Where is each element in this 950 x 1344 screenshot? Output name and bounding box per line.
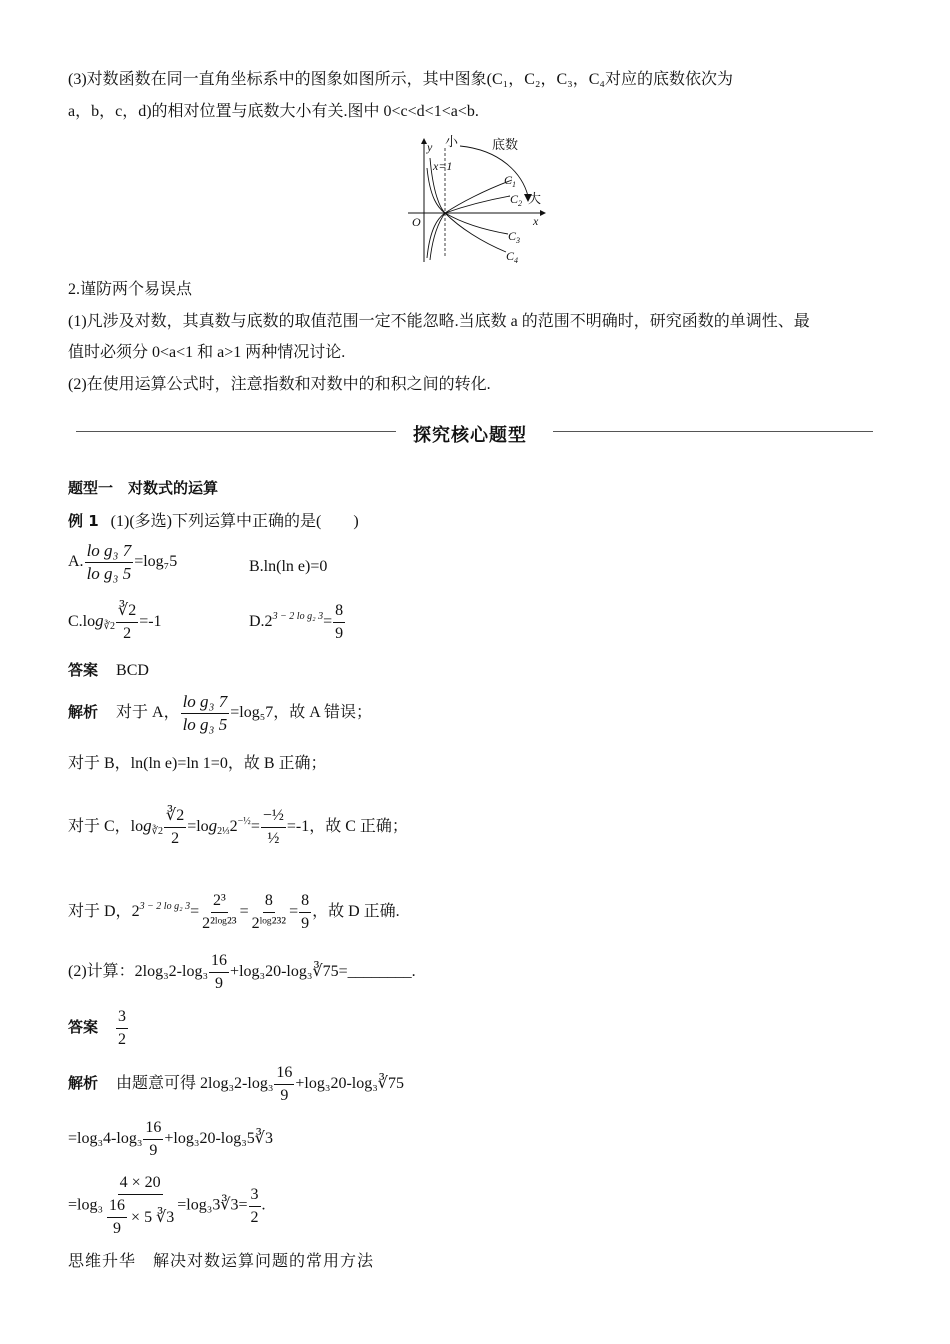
answer-1 bbox=[68, 659, 149, 682]
analysis-2-l2-prefix: =log₃4-log₃ bbox=[68, 1130, 143, 1148]
analysis-2-l2-fraction bbox=[143, 1117, 163, 1162]
analysis-2-l3-result bbox=[249, 1184, 261, 1229]
label-c2: $C_2$ bbox=[510, 192, 523, 208]
option-a bbox=[68, 540, 177, 585]
analysis-2-l1-num: 16 bbox=[274, 1062, 294, 1085]
analysis-c-fnum: −½ bbox=[261, 805, 286, 828]
analysis-c-fraction-2 bbox=[261, 805, 286, 850]
analysis-c-exp: −½ bbox=[237, 816, 251, 828]
analysis-d-eq3: = bbox=[289, 903, 299, 921]
question-2-fraction bbox=[209, 950, 229, 995]
option-b: B.ln(ln e)=0 bbox=[249, 558, 328, 575]
analysis-c-base: ∛2 bbox=[151, 826, 163, 838]
example-label: 例 1 bbox=[68, 512, 99, 530]
thinking-title: 思维升华 解决对数运算问题的常用方法 bbox=[68, 1253, 375, 1270]
analysis-2-line-2 bbox=[68, 1117, 273, 1162]
question-2-den: 9 bbox=[215, 975, 224, 992]
analysis-d-f3den: 9 bbox=[301, 915, 310, 932]
analysis-d-f2den: 2ˡᵒᵍ²³² bbox=[251, 915, 287, 932]
label-x: x bbox=[533, 214, 539, 228]
option-c bbox=[68, 600, 162, 645]
analysis-d-tail: ，故 D 正确. bbox=[312, 903, 400, 921]
question-2-num: 16 bbox=[209, 950, 229, 973]
analysis-c-g: g bbox=[143, 816, 152, 836]
analysis-a-prefix: 对于 A， bbox=[116, 704, 180, 722]
option-d-fraction bbox=[333, 600, 345, 645]
option-d-label: D.2 bbox=[249, 613, 273, 631]
option-c-g: g bbox=[95, 611, 104, 631]
option-a-label: A. bbox=[68, 553, 84, 571]
analysis-2-l2-num: 16 bbox=[143, 1117, 163, 1140]
type-1-title: 题型一 对数式的运算 bbox=[68, 479, 219, 497]
answer-value: BCD bbox=[116, 662, 149, 679]
analysis-2-l3-fraction bbox=[104, 1172, 176, 1240]
analysis-2-line-3 bbox=[68, 1172, 266, 1240]
analysis-c-fraction bbox=[164, 805, 186, 850]
analysis-d bbox=[68, 890, 400, 935]
log-curves-figure bbox=[400, 128, 560, 268]
label-small: 小 bbox=[445, 135, 459, 150]
analysis-d-fraction-1 bbox=[200, 890, 238, 935]
analysis-2-l3-rden: 2 bbox=[250, 1208, 259, 1226]
answer-2-label: 答案 bbox=[68, 1018, 99, 1037]
analysis-c-prefix: 对于 C，lo bbox=[68, 818, 144, 836]
question-2-prefix: (2)计算：2log₃2-log₃ bbox=[68, 963, 209, 981]
option-c-den: 2 bbox=[123, 625, 132, 642]
intro-line-1: (3)对数函数在同一直角坐标系中的图象如图所示，其中图象(C₁，C₂，C₃，C₄对应的底数依次为 bbox=[68, 71, 733, 88]
answer-2 bbox=[68, 1006, 129, 1051]
analysis-a bbox=[68, 691, 372, 736]
label-y: y bbox=[427, 140, 433, 154]
analysis-d-fraction-3 bbox=[299, 890, 311, 935]
label-c1: $C_1$ bbox=[504, 173, 517, 189]
x-axis-arrow-icon bbox=[540, 210, 546, 216]
analysis-a-fraction bbox=[181, 691, 230, 736]
curve-c1 bbox=[427, 180, 512, 258]
pitfall-1b: 值时必须分 0<a<1 和 a>1 两种情况讨论. bbox=[68, 344, 346, 361]
analysis-d-eq1: = bbox=[190, 903, 200, 921]
pitfalls-title: 2.谨防两个易误点 bbox=[68, 281, 193, 298]
analysis-c-num: ∛2 bbox=[164, 805, 186, 828]
answer-2-den: 2 bbox=[118, 1031, 127, 1048]
analysis-a-den: lo g₃ 5 bbox=[182, 715, 228, 734]
analysis-d-prefix: 对于 D， bbox=[68, 903, 132, 921]
analysis-2-l3-end: . bbox=[261, 1196, 266, 1214]
question-2-tail: +log₃20-log₃∛75=________. bbox=[230, 963, 416, 981]
analysis-d-exp: 3 − 2 lo g₂ 3 bbox=[139, 901, 191, 913]
analysis-2-l2-den: 9 bbox=[149, 1142, 158, 1159]
option-c-fraction bbox=[116, 600, 138, 645]
option-a-fraction bbox=[85, 540, 134, 585]
analysis-2-l2-tail: +log₃20-log₃5∛3 bbox=[164, 1130, 273, 1148]
option-d-exponent: 3 − 2 lo g₂ 3 bbox=[272, 611, 324, 623]
analysis-a-num: lo g₃ 7 bbox=[181, 691, 230, 714]
analysis-2-l1-tail: +log₃20-log₃∛75 bbox=[295, 1075, 404, 1093]
option-d-eq: = bbox=[323, 613, 333, 631]
analysis-b: 对于 B，ln(ln e)=ln 1=0，故 B 正确； bbox=[68, 755, 327, 772]
analysis-2-l1-den: 9 bbox=[280, 1087, 289, 1104]
analysis-c-base2: 2⅓ bbox=[217, 826, 230, 838]
option-c-tail: =-1 bbox=[139, 613, 162, 631]
analysis-c-two: 2 bbox=[229, 818, 238, 836]
analysis-c-mid: =lo bbox=[187, 818, 209, 836]
label-c4: $C_4$ bbox=[506, 249, 519, 265]
label-large: 大 bbox=[528, 192, 542, 207]
analysis-c-fden: ½ bbox=[267, 830, 280, 847]
option-d bbox=[249, 600, 346, 645]
analysis-c-den: 2 bbox=[171, 830, 180, 847]
section-title: 探究核心题型 bbox=[413, 425, 527, 446]
option-c-label: C.lo bbox=[68, 613, 96, 631]
option-a-num: lo g₃ 7 bbox=[85, 540, 134, 563]
analysis-2-l3-inner-fraction bbox=[107, 1195, 127, 1240]
answer-label: 答案 bbox=[68, 661, 99, 679]
curve-c2 bbox=[430, 196, 510, 260]
analysis-2-line-1 bbox=[68, 1062, 404, 1107]
analysis-2-l1-fraction bbox=[274, 1062, 294, 1107]
label-origin: O bbox=[412, 215, 421, 229]
analysis-c-eq: = bbox=[250, 818, 260, 836]
analysis-2-label: 解析 bbox=[68, 1074, 99, 1093]
analysis-2-l1-prefix: 由题意可得 2log₃2-log₃ bbox=[116, 1075, 274, 1093]
analysis-2-l3-den bbox=[104, 1195, 176, 1240]
analysis-2-l3-den-b: 9 bbox=[113, 1220, 122, 1237]
intro-line-2: a，b，c，d)的相对位置与底数大小有关.图中 0<c<d<1<a<b. bbox=[68, 103, 479, 120]
option-d-den: 9 bbox=[335, 625, 344, 642]
analysis-d-fraction-2 bbox=[250, 890, 288, 935]
label-c3: $C_3$ bbox=[508, 229, 521, 245]
analysis-d-two: 2 bbox=[131, 903, 140, 921]
base-order-arc bbox=[460, 146, 528, 196]
analysis-d-f1num: 2³ bbox=[211, 890, 228, 913]
analysis-c-g2: g bbox=[208, 816, 218, 836]
question-text: (1)(多选)下列运算中正确的是( ) bbox=[110, 513, 359, 530]
pitfall-1a: (1)凡涉及对数，其真数与底数的取值范围一定不能忽略.当底数 a 的范围不明确时，研究函数的单调性、最 bbox=[68, 313, 810, 330]
analysis-2-l3-num: 4 × 20 bbox=[118, 1172, 163, 1195]
analysis-c-tail: =-1，故 C 正确； bbox=[286, 818, 408, 836]
answer-2-fraction bbox=[116, 1006, 128, 1051]
question-2 bbox=[68, 950, 416, 995]
option-d-num: 8 bbox=[333, 600, 345, 623]
pitfall-2: (2)在使用运算公式时，注意指数和对数中的和积之间的转化. bbox=[68, 376, 491, 393]
analysis-label: 解析 bbox=[68, 703, 99, 722]
analysis-d-f1den: 2²ˡᵒᵍ²³ bbox=[202, 915, 237, 932]
label-x-equals-1: x=1 bbox=[433, 159, 453, 173]
analysis-c bbox=[68, 805, 408, 850]
section-rule-left bbox=[76, 431, 396, 432]
analysis-d-f3num: 8 bbox=[299, 890, 311, 913]
analysis-2-l3-prefix: =log₃ bbox=[68, 1196, 104, 1214]
analysis-2-l3-mid: =log₃3∛3= bbox=[177, 1196, 248, 1214]
analysis-d-eq2: = bbox=[239, 903, 249, 921]
option-c-num: ∛2 bbox=[116, 600, 138, 623]
analysis-2-l3-den-tail: × 5 ∛3 bbox=[131, 1208, 175, 1226]
analysis-a-tail: =log₅7，故 A 错误； bbox=[230, 704, 372, 722]
example-1-question bbox=[68, 510, 359, 533]
analysis-d-f2num: 8 bbox=[263, 890, 275, 913]
option-c-base: ∛2 bbox=[103, 621, 115, 633]
analysis-2-l3-den-a: 16 bbox=[107, 1195, 127, 1218]
answer-2-num: 3 bbox=[116, 1006, 128, 1029]
option-a-tail: =log₇5 bbox=[134, 553, 178, 571]
option-a-den: lo g₃ 5 bbox=[86, 564, 132, 583]
label-base: 底数 bbox=[492, 138, 519, 153]
analysis-2-l3-rnum: 3 bbox=[249, 1184, 261, 1207]
section-rule-right bbox=[553, 431, 873, 432]
